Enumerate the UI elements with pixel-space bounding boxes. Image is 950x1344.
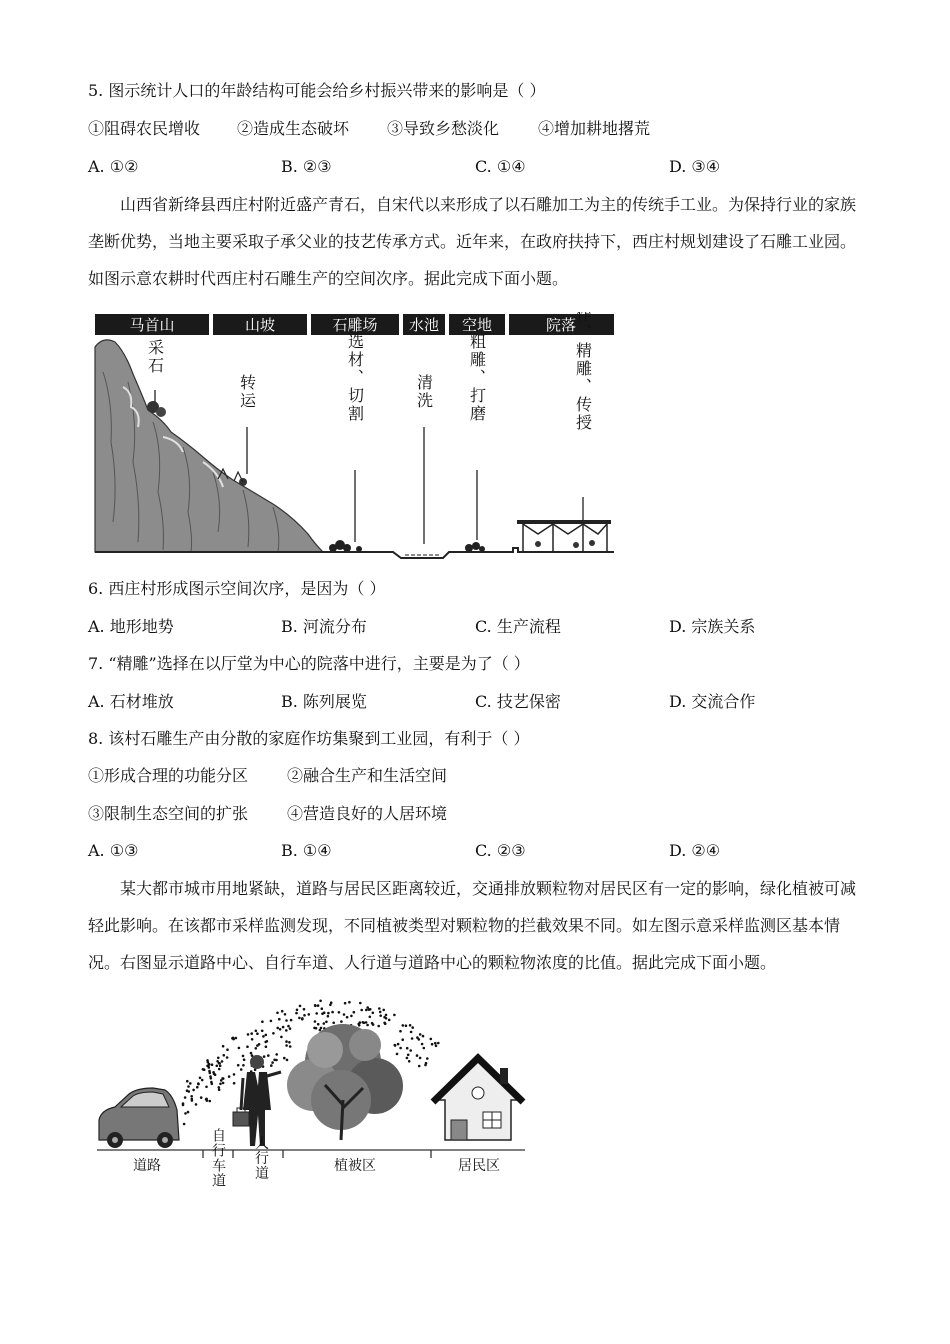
car-illustration: [99, 1088, 179, 1148]
particle-dot: [408, 1060, 411, 1063]
particle-dot: [362, 1021, 365, 1024]
particle-dot: [359, 1002, 362, 1005]
particle-dot: [295, 1012, 298, 1015]
q6-option-b: B. 河流分布: [281, 617, 367, 636]
particle-dot: [299, 1005, 302, 1008]
particle-dot: [314, 1020, 317, 1023]
q7-option-d: D. 交流合作: [669, 692, 756, 711]
particle-dot: [434, 1042, 437, 1045]
particle-dot: [184, 1096, 187, 1099]
particle-dot: [276, 1012, 279, 1015]
q5-option-a: A. ①②: [88, 157, 139, 176]
particle-dot: [218, 1088, 221, 1091]
particle-dot: [255, 1047, 258, 1050]
particle-dot: [321, 1007, 324, 1010]
particle-dot: [250, 1032, 253, 1035]
particle-dot: [301, 1017, 304, 1020]
q8-option-d: D. ②④: [669, 841, 721, 860]
particle-dot: [217, 1057, 220, 1060]
q8-statement-2: ②融合生产和生活空间: [287, 766, 448, 785]
particle-dot: [280, 1036, 283, 1039]
q5-statement-2: ②造成生态破坏: [237, 119, 350, 138]
particle-dot: [228, 1075, 231, 1078]
particle-dot: [303, 1008, 306, 1011]
particle-dot: [255, 1030, 258, 1033]
particle-dot: [419, 1033, 422, 1036]
header-pool: 水池: [408, 316, 440, 334]
particle-dot: [329, 1004, 332, 1007]
particle-dot: [284, 1013, 287, 1016]
zone-axis: [97, 1150, 525, 1158]
particle-dot: [261, 1030, 264, 1033]
particle-dot: [421, 1043, 424, 1046]
particle-dot: [378, 1007, 381, 1010]
particle-dot: [289, 1045, 292, 1048]
particle-dot: [289, 1027, 292, 1030]
header-carving-yard: 石雕场: [332, 316, 378, 334]
q8-statement-3: ③限制生态空间的扩张: [88, 804, 249, 823]
particle-dot: [437, 1042, 440, 1045]
particle-dot: [262, 1035, 265, 1038]
particle-dot: [384, 1022, 387, 1025]
particle-dot: [251, 1038, 254, 1041]
particle-dot: [409, 1049, 412, 1052]
particle-dot: [315, 1012, 318, 1015]
particle-dot: [187, 1111, 190, 1114]
q5-statement-1: ①阻碍农民增收: [88, 119, 201, 138]
particle-dot: [418, 1038, 421, 1041]
particle-dot: [344, 1002, 347, 1005]
particle-dot: [430, 1038, 433, 1041]
particle-dot: [394, 1044, 397, 1047]
particle-dot: [189, 1082, 192, 1085]
particle-dot: [319, 1000, 322, 1003]
particle-dot: [366, 1006, 369, 1009]
header-slope: 山坡: [244, 316, 276, 334]
particle-dot: [369, 1016, 372, 1019]
particle-dot: [365, 1021, 368, 1024]
particle-dot: [303, 1014, 306, 1017]
particle-dot: [426, 1057, 429, 1060]
particle-dot: [424, 1064, 427, 1067]
particle-dot: [308, 1013, 311, 1016]
q8-statement-4: ④营造良好的人居环境: [287, 804, 448, 823]
particle-dot: [226, 1048, 229, 1051]
particle-dot: [423, 1047, 426, 1050]
q8-stem: 8. 该村石雕生产由分散的家庭作坊集聚到工业园，有利于（ ）: [88, 729, 530, 748]
zone-road: 道路: [133, 1158, 161, 1174]
particle-dot: [365, 1009, 368, 1012]
particle-dot: [317, 1023, 320, 1026]
particle-dot: [247, 1033, 250, 1036]
particle-dot: [435, 1045, 438, 1048]
q5-option-b: B. ②③: [281, 157, 332, 176]
particle-dot: [191, 1098, 194, 1101]
particle-dot: [379, 1014, 382, 1017]
q8-option-c: C. ②③: [475, 841, 526, 860]
q7-stem: 7. “精雕”选择在以厅堂为中心的院落中进行，主要是为了（ ）: [88, 654, 530, 673]
particle-dot: [416, 1054, 419, 1057]
particle-dot: [250, 1052, 253, 1055]
particle-dot: [242, 1064, 245, 1067]
particle-dot: [242, 1055, 245, 1058]
particle-dot: [298, 1017, 301, 1020]
particle-dot: [264, 1041, 267, 1044]
particle-dot: [340, 1020, 343, 1023]
particle-dot: [270, 1064, 273, 1067]
particle-dot: [233, 1082, 236, 1085]
particle-dot: [288, 1041, 291, 1044]
particle-dot: [372, 1023, 375, 1026]
particle-dot: [331, 1011, 334, 1014]
particle-dot: [406, 1047, 409, 1050]
particle-dot: [219, 1083, 222, 1086]
particle-dot: [211, 1083, 214, 1086]
particle-dot: [285, 1040, 288, 1043]
house-illustration: [433, 1058, 523, 1140]
particle-dot: [243, 1058, 246, 1061]
header-open-ground: 空地: [461, 316, 493, 334]
particle-dot: [279, 1028, 282, 1031]
particle-dot: [232, 1037, 235, 1040]
particle-dot: [401, 1038, 404, 1041]
zone-bike-lane: 自行车道: [210, 1128, 226, 1188]
particle-dot: [210, 1077, 213, 1080]
particle-dot: [218, 1068, 221, 1071]
particle-dot: [285, 1029, 288, 1032]
particle-dot: [327, 1012, 330, 1015]
label-create-teach: 创作、精雕、传授: [573, 312, 593, 432]
particle-dot: [377, 1025, 380, 1028]
figure-stone-carving-sequence: [93, 312, 618, 566]
particle-dot: [222, 1082, 225, 1085]
particle-dot: [256, 1032, 259, 1035]
particle-dot: [325, 1021, 328, 1024]
particle-dot: [393, 1014, 396, 1017]
particle-dot: [222, 1045, 225, 1048]
q7-option-b: B. 陈列展览: [281, 692, 367, 711]
label-rough-carve: 粗雕、打磨: [467, 333, 487, 423]
q5-option-d: D. ③④: [669, 157, 721, 176]
particle-dot: [405, 1024, 408, 1027]
particle-dot: [221, 1060, 224, 1063]
particle-dot: [397, 1043, 400, 1046]
particle-dot: [205, 1086, 208, 1089]
q5-option-c: C. ①④: [475, 157, 526, 176]
label-quarry: 采石: [145, 339, 165, 375]
particle-dot: [183, 1123, 186, 1126]
particle-dot: [186, 1089, 189, 1092]
particle-dot: [409, 1024, 412, 1027]
q6-option-a: A. 地形地势: [88, 617, 174, 636]
particle-dot: [256, 1044, 259, 1047]
particle-dot: [202, 1068, 205, 1071]
particle-dot: [282, 1026, 285, 1029]
particle-dot: [275, 1059, 278, 1062]
passage-stone-carving-text: 山西省新绛县西庄村附近盛产青石，自宋代以来形成了以石雕加工为主的传统手工业。为保持行业的家族垄断优势，当地主要采取子承父业的技艺传承方式。近年来，在政府扶持下，西庄村规划建设了石雕工业园。如图示意农耕时代西庄村石雕生产的空间次序。据此完成下面小题。: [88, 195, 857, 288]
particle-dot: [235, 1037, 238, 1040]
particle-dot: [265, 1034, 268, 1037]
particle-dot: [287, 1025, 290, 1028]
particle-dot: [382, 1009, 385, 1012]
passage-particulates: [88, 870, 864, 981]
particle-dot: [346, 1016, 349, 1019]
particle-dot: [327, 1015, 330, 1018]
particle-dot: [218, 1062, 221, 1065]
particle-dot: [211, 1063, 214, 1066]
tree-illustration: [287, 1024, 403, 1140]
particle-dot: [265, 1045, 268, 1048]
particle-dot: [184, 1112, 187, 1115]
particle-dot: [192, 1089, 195, 1092]
header-courtyard: 院落: [545, 316, 577, 334]
particle-dot: [422, 1035, 425, 1038]
particle-dot: [286, 1059, 289, 1062]
particle-dot: [353, 1011, 356, 1014]
particle-dot: [267, 1054, 270, 1057]
particle-dot: [206, 1065, 209, 1068]
q7-option-a: A. 石材堆放: [88, 692, 174, 711]
label-wash: 清洗: [414, 374, 434, 410]
particle-dot: [402, 1024, 405, 1027]
pedestrian-illustration: [233, 1055, 281, 1146]
particle-dot: [321, 1012, 324, 1015]
q8-option-b: B. ①④: [281, 841, 332, 860]
particle-dot: [223, 1054, 226, 1057]
particle-dot: [240, 1068, 243, 1071]
particle-dot: [237, 1064, 240, 1067]
particle-dot: [263, 1055, 266, 1058]
particle-dot: [196, 1086, 199, 1089]
particle-dot: [323, 1022, 326, 1025]
particle-dot: [385, 1014, 388, 1017]
particle-dot: [221, 1077, 224, 1080]
particle-dot: [360, 1009, 363, 1012]
particle-dot: [226, 1056, 229, 1059]
mountain-illustration: [95, 340, 323, 552]
q7-option-c: C. 技艺保密: [475, 692, 561, 711]
particle-dot: [358, 1024, 361, 1027]
figure1-header: [95, 314, 614, 335]
particle-dot: [281, 1010, 284, 1013]
particle-dot: [213, 1073, 216, 1076]
particle-dot: [197, 1082, 200, 1085]
particle-dot: [182, 1102, 185, 1105]
particle-dot: [187, 1085, 190, 1088]
passage-particulates-text: 某大都市城市用地紧缺，道路与居民区距离较近，交通排放颗粒物对居民区有一定的影响，绿化植被可减轻此影响。在该都市采样监测发现，不同植被类型对颗粒物的拦截效果不同。如左图示意采样监测区基本情况。右图显示道路中心、自行车道、人行道与道路中心的颗粒物浓度的比值。据此完成下面小题。: [88, 879, 857, 972]
particle-dot: [238, 1047, 241, 1050]
particle-dot: [209, 1100, 212, 1103]
particle-dot: [348, 1001, 351, 1004]
q8-option-a: A. ①③: [88, 841, 139, 860]
particle-dot: [272, 1032, 275, 1035]
particle-dot: [379, 1011, 382, 1014]
particle-dot: [296, 1009, 299, 1012]
particle-dot: [366, 1024, 369, 1027]
q5-statement-4: ④增加耕地撂荒: [538, 119, 651, 138]
particle-dot: [385, 1017, 388, 1020]
q8-statement-1: ①形成合理的功能分区: [88, 766, 249, 785]
particle-dot: [219, 1065, 222, 1068]
particle-dot: [343, 1013, 346, 1016]
particle-dot: [200, 1096, 203, 1099]
passage-stone-carving: [88, 186, 864, 297]
zone-residential: 居民区: [458, 1158, 500, 1174]
particle-dot: [205, 1098, 208, 1101]
particle-dot: [278, 1018, 281, 1021]
particle-dot: [271, 1061, 274, 1064]
q5-stem: 5. 图示统计人口的年龄结构可能会给乡村振兴带来的影响是（ ）: [88, 81, 546, 100]
q6-option-c: C. 生产流程: [475, 617, 561, 636]
header-mountain: 马首山: [129, 316, 175, 334]
particle-dot: [285, 1019, 288, 1022]
particle-dot: [317, 1004, 320, 1007]
q6-stem: 6. 西庄村形成图示空间次序，是因为（ ）: [88, 579, 386, 598]
particle-dot: [186, 1080, 189, 1083]
particle-dot: [190, 1095, 193, 1098]
label-select-cut: 选材、切割: [345, 333, 365, 423]
particle-dot: [276, 1027, 279, 1030]
particle-dot: [246, 1045, 249, 1048]
particle-dot: [195, 1103, 198, 1106]
label-transport: 转运: [237, 374, 257, 410]
zone-vegetation: 植被区: [334, 1158, 376, 1174]
particle-dot: [407, 1054, 410, 1057]
particle-dot: [388, 1019, 391, 1022]
particle-dot: [320, 1027, 323, 1030]
zone-sidewalk: 人行道: [253, 1135, 269, 1181]
particle-dot: [290, 1019, 293, 1022]
particle-dot: [350, 1015, 353, 1018]
particle-dot: [275, 1053, 278, 1056]
particle-dot: [233, 1073, 236, 1076]
particle-dot: [283, 1057, 286, 1060]
particle-dot: [411, 1037, 414, 1040]
particle-dot: [399, 1030, 402, 1033]
particle-dot: [261, 1020, 264, 1023]
particle-dot: [218, 1086, 221, 1089]
particle-dot: [199, 1077, 202, 1080]
particle-dot: [270, 1020, 273, 1023]
shrubs: [329, 540, 485, 552]
particle-dot: [399, 1047, 402, 1050]
q5-statement-3: ③导致乡愁淡化: [387, 119, 500, 138]
particle-dot: [314, 1005, 317, 1008]
particle-dot: [431, 1043, 434, 1046]
courtyard-building: [517, 520, 611, 552]
particle-dot: [338, 1011, 341, 1014]
particle-dot: [396, 1053, 399, 1056]
particle-dot: [410, 1031, 413, 1034]
particle-dot: [411, 1026, 414, 1029]
particle-dot: [216, 1065, 219, 1068]
particle-dot: [406, 1057, 409, 1060]
particle-dot: [419, 1057, 422, 1060]
particle-dot: [418, 1065, 421, 1068]
particle-dot: [201, 1079, 204, 1082]
particle-dot: [372, 1012, 375, 1015]
particle-dot: [285, 1044, 288, 1047]
q6-option-d: D. 宗族关系: [669, 617, 756, 636]
figure-monitoring-area: [93, 990, 533, 1239]
particle-dot: [209, 1072, 212, 1075]
particle-dot: [332, 1022, 335, 1025]
particle-dot: [313, 1027, 316, 1030]
